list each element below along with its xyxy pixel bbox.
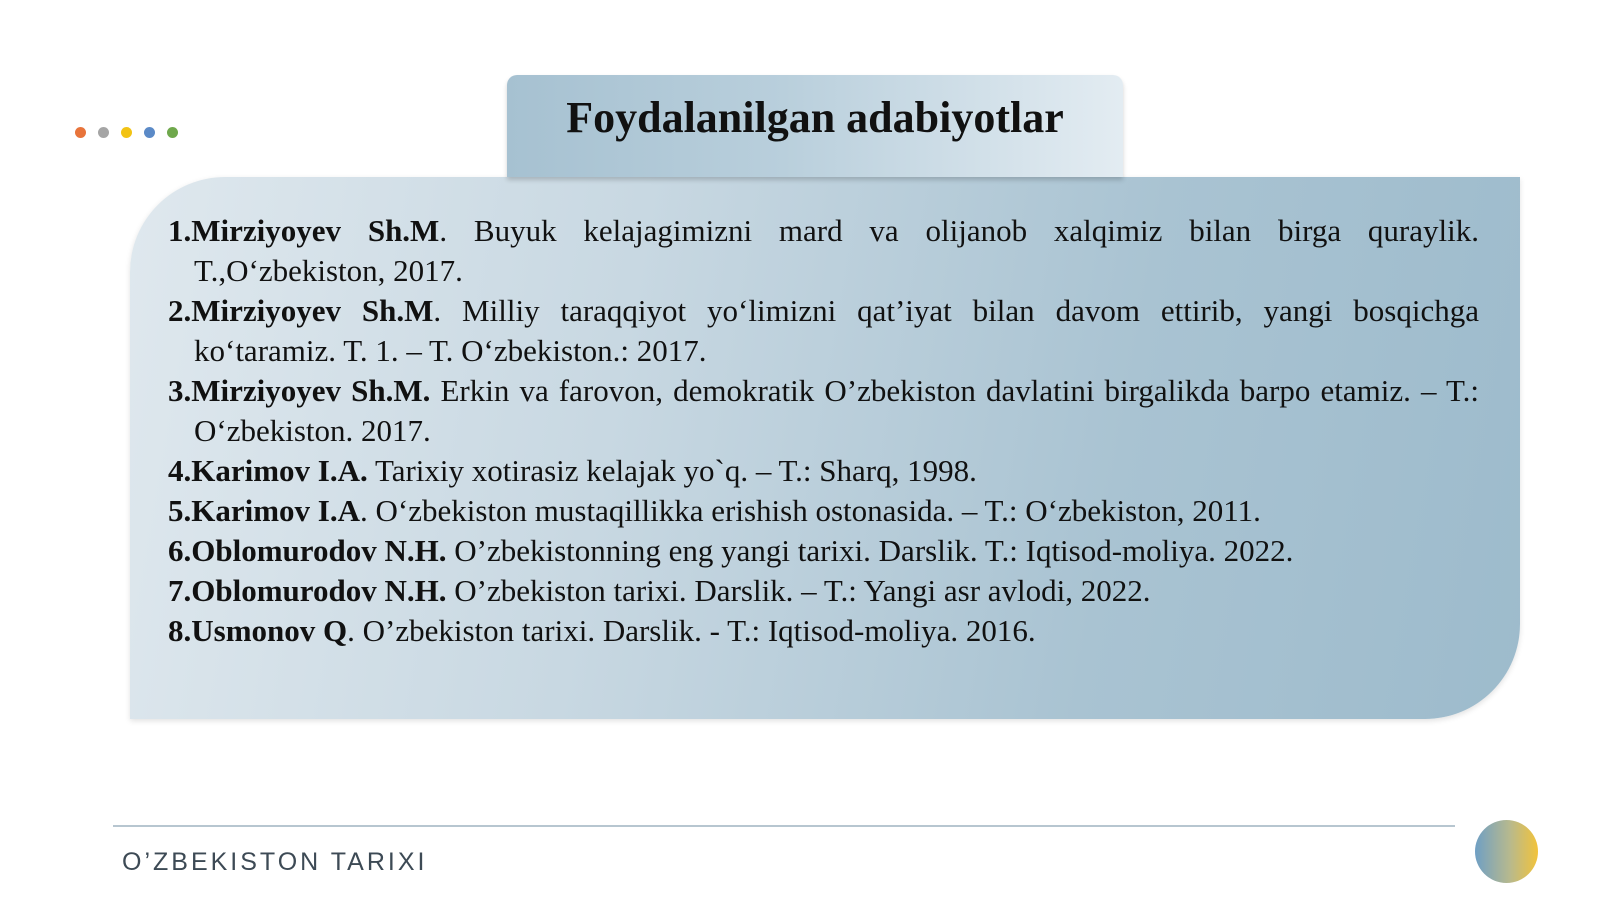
reference-text: . Milliy taraqqiyot yo‘limizni qat’iyat bilan davom ettirib, yangi bosqichga ko‘taramiz. T. 1. – T. O‘zbekiston.: 2017. — [194, 293, 1479, 368]
reference-author: Karimov I.A. — [191, 453, 368, 488]
reference-number: 4. — [168, 453, 192, 488]
reference-item — [168, 211, 1479, 291]
footer-divider — [113, 825, 1455, 827]
dot-gray — [98, 127, 109, 138]
slide-title: Foydalanilgan adabiyotlar — [566, 92, 1064, 142]
reference-text: . O’zbekiston tarixi. Darslik. - T.: Iqtisod-moliya. 2016. — [347, 613, 1036, 648]
dot-green — [167, 127, 178, 138]
reference-number: 8. — [168, 613, 192, 648]
reference-number: 1. — [168, 213, 192, 248]
dot-blue — [144, 127, 155, 138]
decorative-circle — [1475, 820, 1538, 883]
reference-item — [168, 291, 1479, 371]
reference-author: Oblomurodov N.H. — [191, 573, 447, 608]
reference-author: Oblomurodov N.H. — [191, 533, 447, 568]
reference-text: Erkin va farovon, demokratik O’zbekiston davlatini birgalikda barpo etamiz. – T.: O‘zbekiston. 2017. — [194, 373, 1479, 448]
reference-number: 7. — [168, 573, 192, 608]
dot-yellow — [121, 127, 132, 138]
reference-item — [168, 611, 1479, 651]
reference-item — [168, 531, 1479, 571]
reference-list — [168, 211, 1479, 651]
reference-item — [168, 491, 1479, 531]
reference-number: 3. — [168, 373, 192, 408]
reference-item — [168, 451, 1479, 491]
reference-item — [168, 571, 1479, 611]
reference-text: O’zbekiston tarixi. Darslik. – T.: Yangi asr avlodi, 2022. — [446, 573, 1151, 608]
reference-author: Karimov I.A — [191, 493, 361, 528]
reference-text: . Buyuk kelajagimizni mard va olijanob xalqimiz bilan birga quraylik. T.,O‘zbekiston, 2017. — [194, 213, 1479, 288]
reference-author: Mirziyoyev Sh.M — [191, 293, 434, 328]
footer-title: O’ZBEKISTON TARIXI — [122, 848, 428, 876]
reference-number: 6. — [168, 533, 192, 568]
reference-number: 5. — [168, 493, 192, 528]
reference-author: Usmonov Q — [191, 613, 348, 648]
reference-number: 2. — [168, 293, 192, 328]
title-box — [507, 75, 1123, 177]
reference-text: O’zbekistonning eng yangi tarixi. Darslik. T.: Iqtisod-moliya. 2022. — [446, 533, 1294, 568]
reference-author: Mirziyoyev Sh.M — [191, 213, 440, 248]
reference-author: Mirziyoyev Sh.M. — [191, 373, 431, 408]
reference-text: Tarixiy xotirasiz kelajak yo`q. – T.: Sharq, 1998. — [367, 453, 977, 488]
reference-text: . O‘zbekiston mustaqillikka erishish ostonasida. – T.: O‘zbekiston, 2011. — [360, 493, 1261, 528]
reference-item — [168, 371, 1479, 451]
decorative-dots — [75, 127, 178, 138]
dot-orange — [75, 127, 86, 138]
